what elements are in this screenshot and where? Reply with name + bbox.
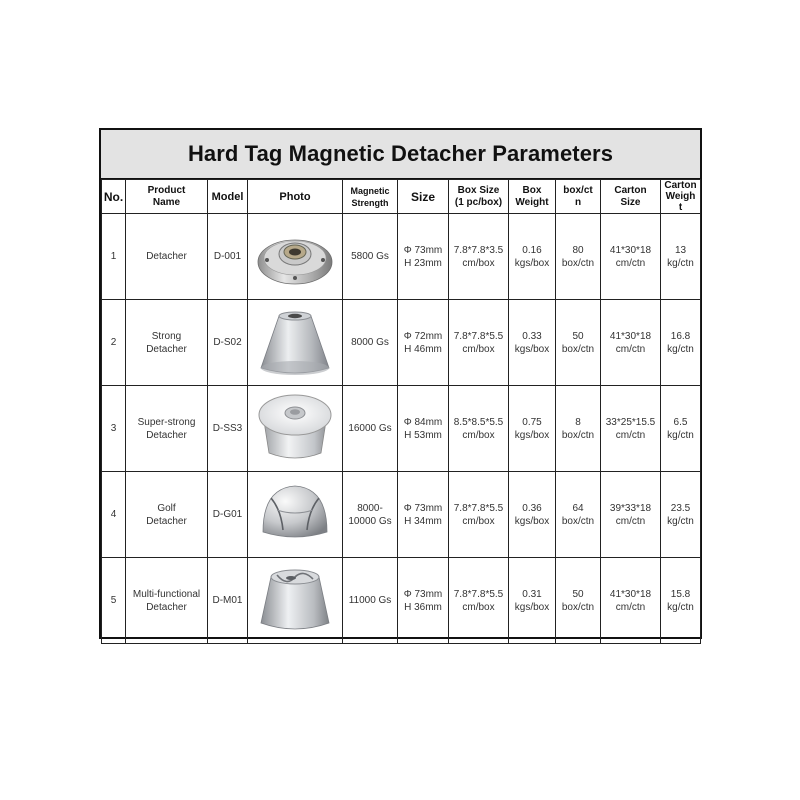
cell-size: Φ 73mm H 34mm [398,472,449,558]
cell-carton-size: 41*30*18 cm/ctn [601,300,661,386]
cell-carton-weight: 15.8 kg/ctn [661,558,701,644]
cell-box-size: 7.8*7.8*5.5 cm/box [449,300,509,386]
cell-box-weight: 0.75 kgs/box [509,386,556,472]
header-product-name: Product Name [126,180,208,214]
cell-no: 1 [102,214,126,300]
cell-carton-weight: 16.8 kg/ctn [661,300,701,386]
cell-model: D-G01 [208,472,248,558]
header-model: Model [208,180,248,214]
title-bar [101,130,700,179]
cell-box-size: 7.8*7.8*5.5 cm/box [449,558,509,644]
cell-box-ctn: 80 box/ctn [556,214,601,300]
cell-box-ctn: 50 box/ctn [556,558,601,644]
cell-no: 3 [102,386,126,472]
cell-carton-weight: 6.5 kg/ctn [661,386,701,472]
cell-product-name: Golf Detacher [126,472,208,558]
header-box-ctn: box/ct n [556,180,601,214]
cell-box-size: 7.8*7.8*3.5 cm/box [449,214,509,300]
cell-carton-size: 41*30*18 cm/ctn [601,558,661,644]
header-magnetic-strength: Magnetic Strength [343,180,398,214]
cell-no: 2 [102,300,126,386]
header-carton-weight: Carton Weigh t [661,180,701,214]
cell-product-name: Detacher [126,214,208,300]
cell-size: Φ 72mm H 46mm [398,300,449,386]
cell-size: Φ 73mm H 36mm [398,558,449,644]
cell-size: Φ 84mm H 53mm [398,386,449,472]
cell-model: D-M01 [208,558,248,644]
cell-size: Φ 73mm H 23mm [398,214,449,300]
cell-no: 5 [102,558,126,644]
cell-box-size: 7.8*7.8*5.5 cm/box [449,472,509,558]
cell-product-name: Multi-functional Detacher [126,558,208,644]
header-carton-size: Carton Size [601,180,661,214]
table-row [102,558,701,644]
cell-product-name: Strong Detacher [126,300,208,386]
table-body [102,214,701,644]
cell-box-weight: 0.33 kgs/box [509,300,556,386]
cell-magnetic-strength: 8000- 10000 Gs [343,472,398,558]
parameters-table [101,179,701,644]
cell-carton-size: 41*30*18 cm/ctn [601,214,661,300]
page-title: Hard Tag Magnetic Detacher Parameters [187,141,614,166]
table-header [102,180,701,214]
table-row [102,214,701,300]
cell-carton-size: 33*25*15.5 cm/ctn [601,386,661,472]
header-box-weight: Box Weight [509,180,556,214]
cell-magnetic-strength: 11000 Gs [343,558,398,644]
cell-box-ctn: 50 box/ctn [556,300,601,386]
parameters-sheet [99,128,702,639]
header-row [102,180,701,214]
header-photo: Photo [248,180,343,214]
cell-box-size: 8.5*8.5*5.5 cm/box [449,386,509,472]
header-no: No. [102,180,126,214]
multi-detacher-photo [248,558,343,644]
flat-disc-detacher-photo [248,214,343,300]
cell-carton-weight: 13 kg/ctn [661,214,701,300]
cell-no: 4 [102,472,126,558]
cell-product-name: Super-strong Detacher [126,386,208,472]
cell-magnetic-strength: 5800 Gs [343,214,398,300]
table-row [102,300,701,386]
table-row [102,386,701,472]
cell-box-ctn: 8 box/ctn [556,386,601,472]
table-row [102,472,701,558]
cell-model: D-SS3 [208,386,248,472]
header-size: Size [398,180,449,214]
cell-model: D-S02 [208,300,248,386]
cell-carton-size: 39*33*18 cm/ctn [601,472,661,558]
cell-box-weight: 0.16 kgs/box [509,214,556,300]
cylinder-detacher-photo [248,386,343,472]
cell-magnetic-strength: 16000 Gs [343,386,398,472]
dome-detacher-photo [248,472,343,558]
cell-magnetic-strength: 8000 Gs [343,300,398,386]
cone-detacher-photo [248,300,343,386]
cell-box-ctn: 64 box/ctn [556,472,601,558]
cell-box-weight: 0.31 kgs/box [509,558,556,644]
cell-model: D-001 [208,214,248,300]
cell-box-weight: 0.36 kgs/box [509,472,556,558]
cell-carton-weight: 23.5 kg/ctn [661,472,701,558]
header-box-size: Box Size (1 pc/box) [449,180,509,214]
